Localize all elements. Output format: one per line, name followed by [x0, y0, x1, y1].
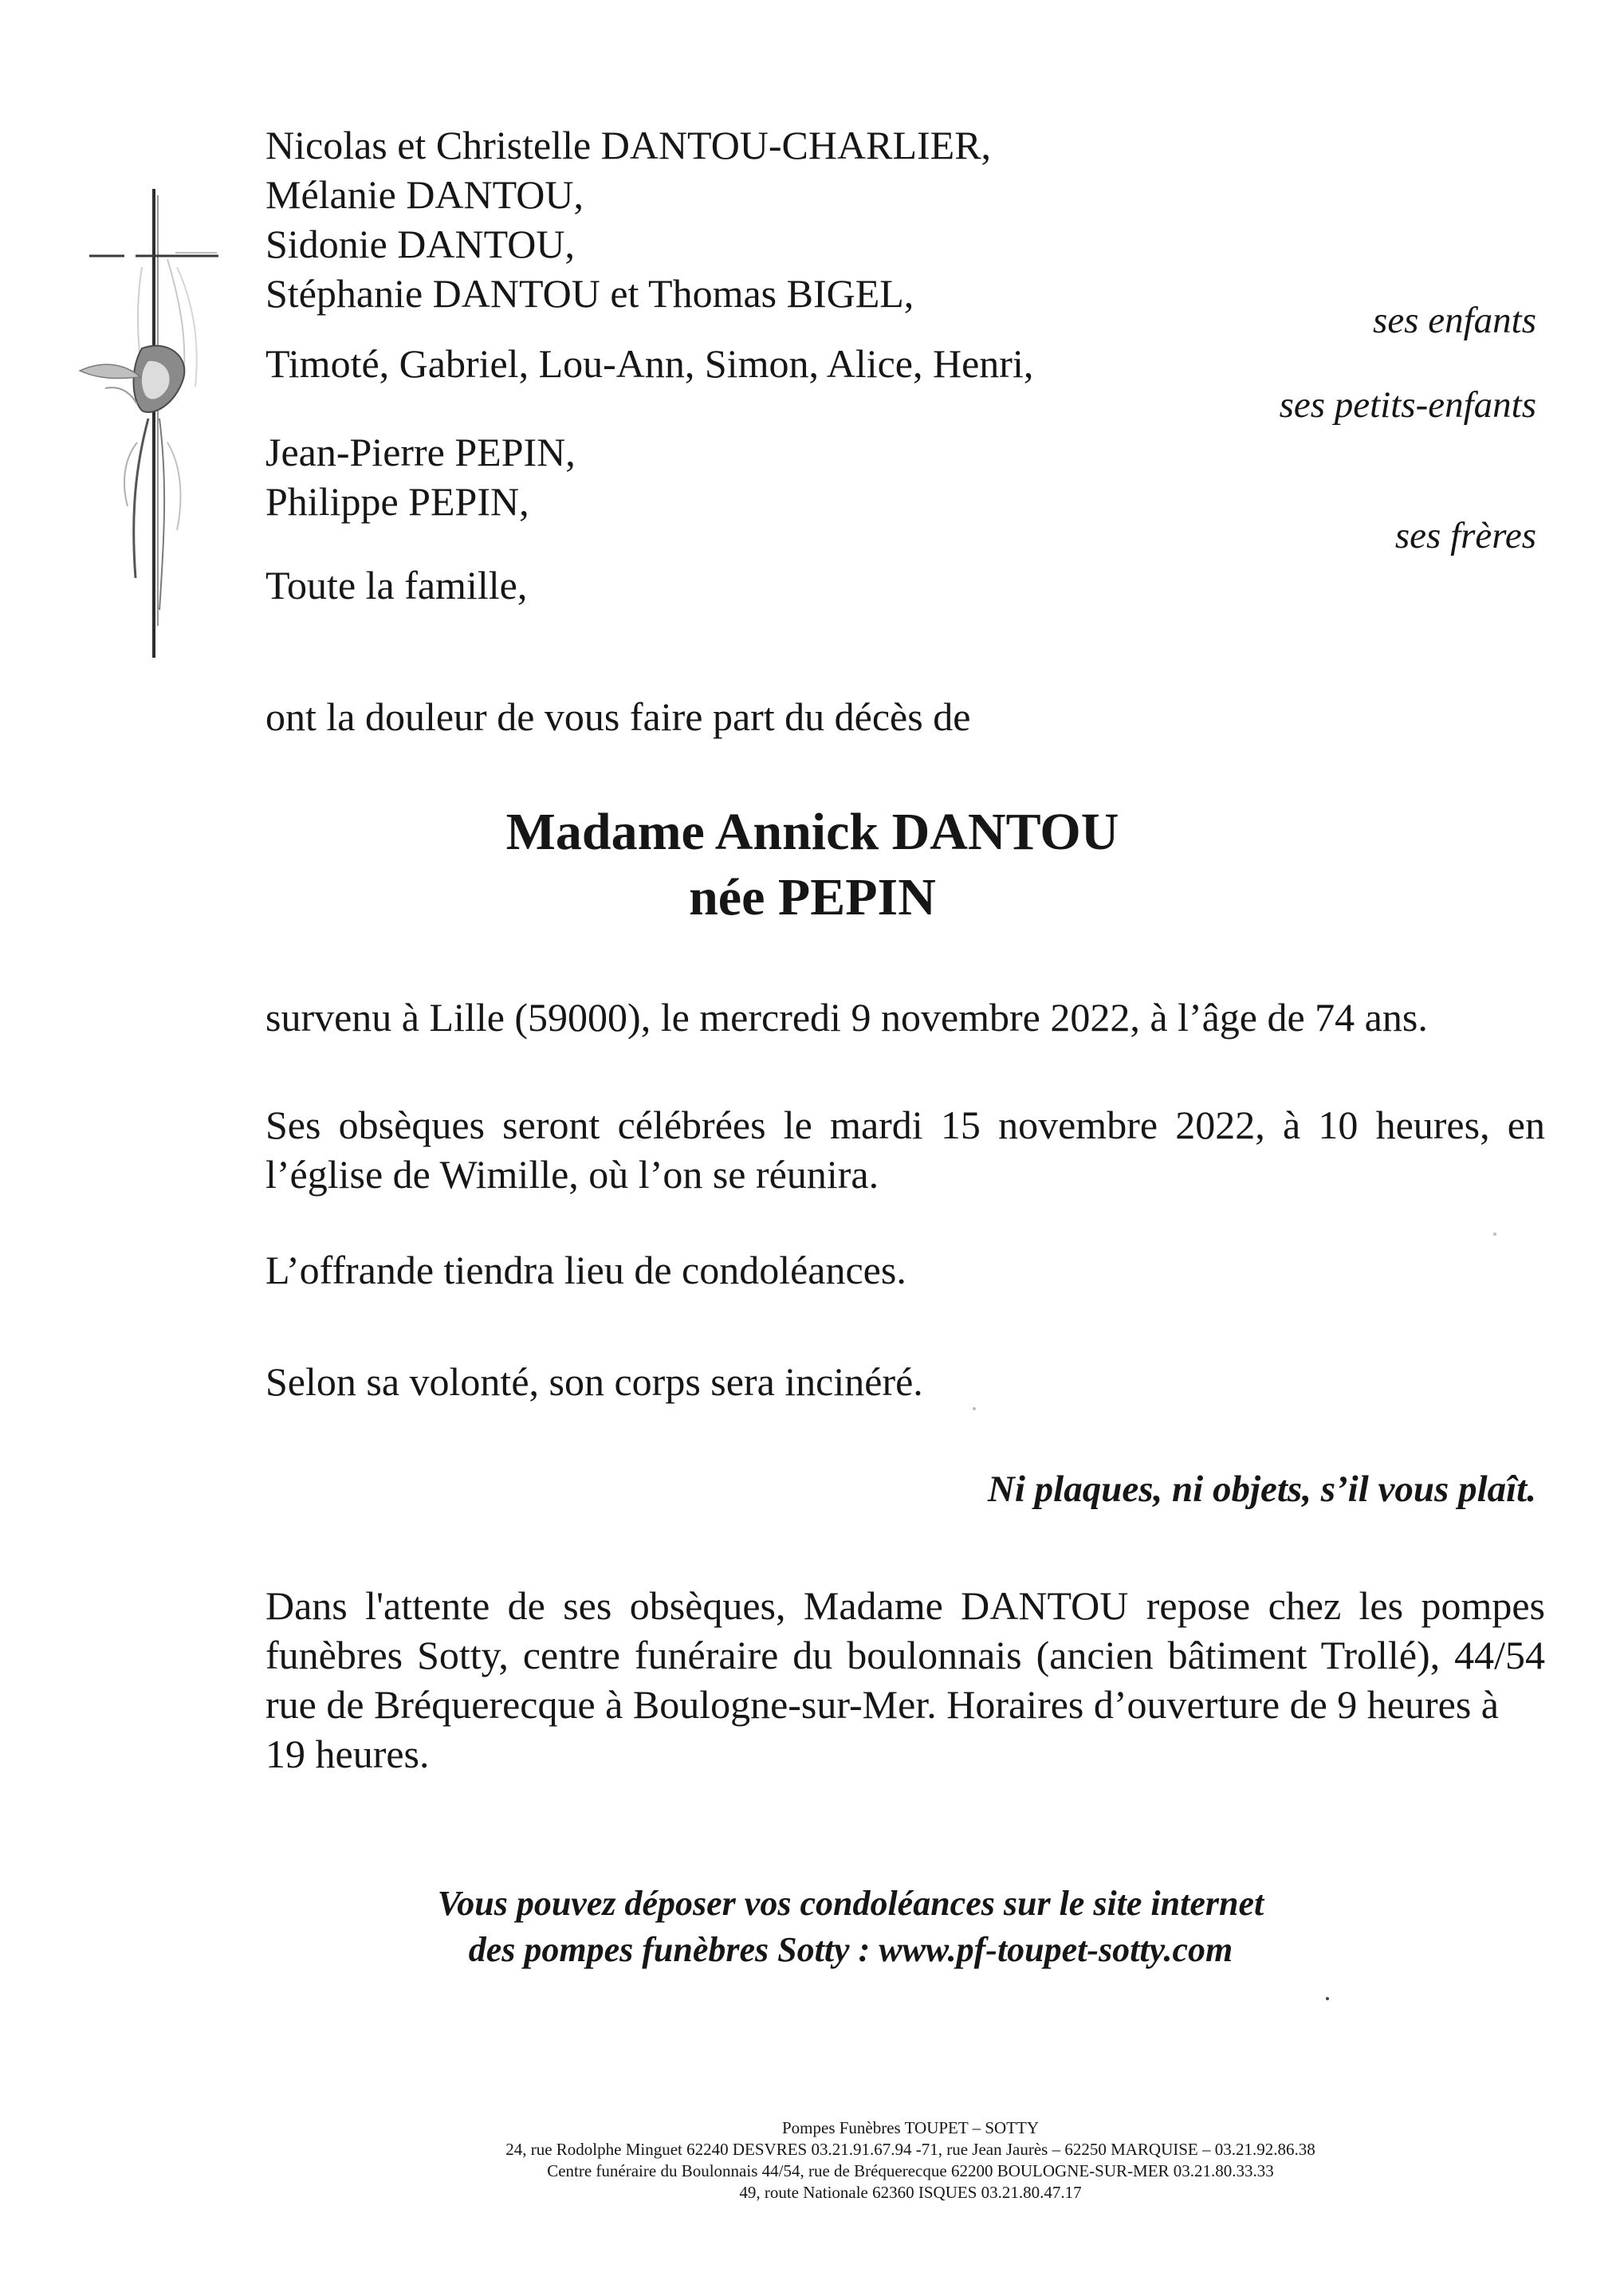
child-name: Sidonie DANTOU, — [265, 222, 575, 266]
grandchildren-names: Timoté, Gabriel, Lou-Ann, Simon, Alice, Henri, — [265, 341, 1034, 386]
brother-name: Philippe PEPIN, — [265, 479, 529, 524]
brother-name: Jean-Pierre PEPIN, — [265, 430, 576, 474]
footer-company: Pompes Funèbres TOUPET – SOTTY — [781, 2118, 1039, 2137]
rest-details: Dans l'attente de ses obsèques, Madame DANTOU repose chez les pompes funèbres Sotty, centre funéraire du boulonnais (ancien bâtiment Trollé), 44/54 rue de Bréquerecque à Boulogne-sur-Mer. Horaires d’ouverture de 9 heures à — [265, 1583, 1545, 1727]
footer-address: Centre funéraire du Boulonnais 44/54, rue de Bréquerecque 62200 BOULOGNE-SUR-MER 03.21.80.33.33 — [547, 2161, 1274, 2180]
footer-address: 24, rue Rodolphe Minguet 62240 DESVRES 03.21.91.67.94 -71, rue Jean Jaurès – 62250 MARQUISE – 03.21.92.86.38 — [505, 2140, 1315, 2159]
scan-speck — [1493, 1233, 1496, 1236]
brothers-relation: ses frères — [1394, 515, 1536, 556]
child-name: Mélanie DANTOU, — [265, 172, 584, 217]
offering-note: L’offrande tiendra lieu de condoléances. — [265, 1248, 906, 1292]
cross-with-lily-icon — [48, 179, 239, 690]
scan-speck — [973, 1407, 976, 1410]
footer-address: 49, route Nationale 62360 ISQUES 03.21.80.47.17 — [739, 2183, 1082, 2202]
rest-details-end: 19 heures. — [265, 1732, 430, 1776]
family-line: Toute la famille, — [265, 563, 528, 607]
child-name: Nicolas et Christelle DANTOU-CHARLIER, — [265, 123, 992, 167]
condolences-line: Vous pouvez déposer vos condoléances sur le site internet — [437, 1884, 1264, 1923]
child-name: Stéphanie DANTOU et Thomas BIGEL, — [265, 271, 914, 316]
deceased-maiden-name: née PEPIN — [689, 868, 936, 926]
funeral-details: Ses obsèques seront célébrées le mardi 15 novembre 2022, à 10 heures, en l’église de Wimille, où l’on se réunira. — [265, 1103, 1545, 1197]
deceased-name: Madame Annick DANTOU — [505, 803, 1119, 861]
death-details: survenu à Lille (59000), le mercredi 9 novembre 2022, à l’âge de 74 ans. — [265, 995, 1428, 1040]
scan-speck — [1326, 1997, 1329, 2000]
condolences-line: des pompes funèbres Sotty : www.pf-toupet-sotty.com — [468, 1930, 1233, 1969]
cremation-note: Selon sa volonté, son corps sera incinéré. — [265, 1359, 923, 1404]
intro-text: ont la douleur de vous faire part du décès de — [265, 694, 971, 739]
grandchildren-relation: ses petits-enfants — [1279, 384, 1536, 426]
no-flowers-note: Ni plaques, ni objets, s’il vous plaît. — [987, 1468, 1536, 1510]
children-relation: ses enfants — [1373, 300, 1536, 341]
